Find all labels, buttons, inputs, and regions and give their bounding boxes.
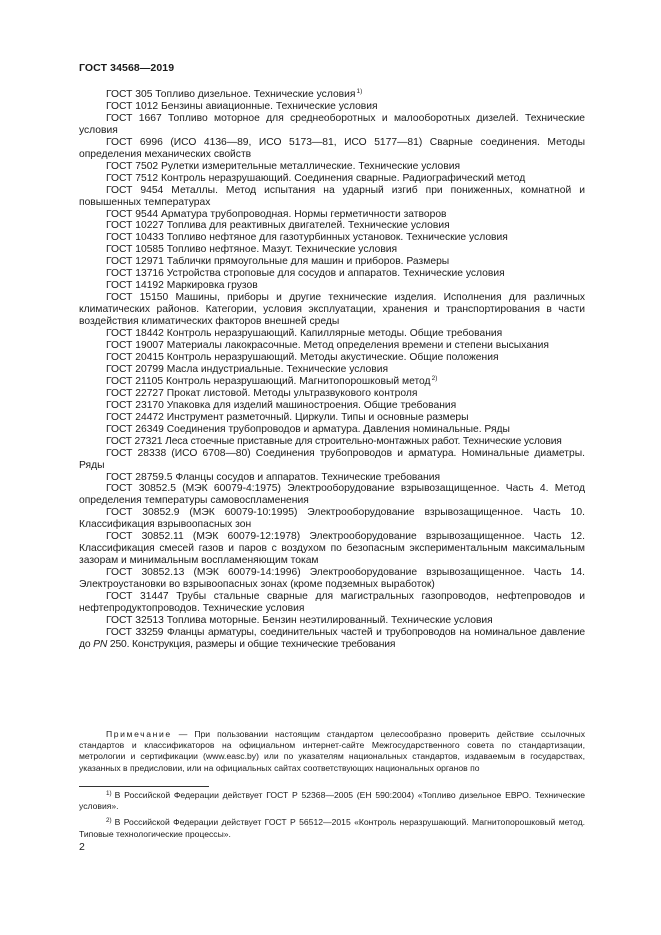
reference-italic-text: PN (93, 638, 108, 650)
reference-item (79, 256, 585, 268)
reference-text: ГОСТ 31447 Трубы стальные сварные для магистральных газопроводов, нефтепроводов и нефтепродуктопроводов. Технические условия (79, 591, 585, 614)
reference-text: ГОСТ 21105 Контроль неразрушающий. Магнитопорошковый метод (106, 375, 431, 387)
reference-item (79, 328, 585, 340)
reference-item (79, 113, 585, 137)
reference-item (79, 472, 585, 484)
reference-item (79, 352, 585, 364)
reference-item (79, 364, 585, 376)
reference-item (79, 567, 585, 591)
reference-item (79, 424, 585, 436)
reference-text: ГОСТ 7512 Контроль неразрушающий. Соединения сварные. Радиографический метод (106, 172, 526, 184)
reference-text: ГОСТ 13716 Устройства строповые для сосудов и аппаратов. Технические условия (106, 268, 505, 280)
reference-item (79, 507, 585, 531)
reference-text: ГОСТ 28338 (ИСО 6708—80) Соединения трубопроводов и арматура. Номинальные диаметры. Ряды (79, 447, 585, 471)
note-label: Примечание (106, 729, 172, 739)
reference-text: ГОСТ 24472 Инструмент разметочный. Циркули. Типы и основные размеры (106, 411, 469, 423)
reference-text: ГОСТ 18442 Контроль неразрушающий. Капиллярные методы. Общие требования (106, 328, 503, 340)
footnote-reference-mark: 1) (356, 88, 363, 95)
reference-text: ГОСТ 23170 Упаковка для изделий машиностроения. Общие требования (106, 399, 457, 411)
footnote-separator (79, 786, 209, 787)
reference-item (79, 220, 585, 232)
reference-item (79, 615, 585, 627)
footnote-text: В Российской Федерации действует ГОСТ Р 56512—2015 «Контроль неразрушающий. Магнитопорошковый метод. Типовые технологические процессы». (79, 817, 585, 839)
page-header-title: ГОСТ 34568—2019 (79, 62, 175, 74)
footnote-text: В Российской Федерации действует ГОСТ Р 52368—2005 (ЕН 590:2004) «Топливо дизельное ЕВРО. Технические условия». (79, 790, 585, 812)
reference-item (79, 483, 585, 507)
reference-text: ГОСТ 28759.5 Фланцы сосудов и аппаратов. Технические требования (106, 471, 441, 483)
reference-text: ГОСТ 27321 Леса стоечные приставные для строительно-монтажных работ. Технические условия (106, 435, 562, 447)
reference-text: ГОСТ 1667 Топливо моторное для среднеоборотных и малооборотных дизелей. Технические условия (79, 112, 585, 136)
reference-item (79, 268, 585, 280)
reference-text: ГОСТ 9544 Арматура трубопроводная. Нормы герметичности затворов (106, 208, 447, 220)
reference-text: ГОСТ 6996 (ИСО 4136—89, ИСО 5173—81, ИСО 5177—81) Сварные соединения. Методы определения механических свойств (79, 136, 585, 160)
reference-item (79, 340, 585, 352)
reference-item (79, 376, 585, 388)
page-number: 2 (79, 841, 85, 853)
reference-item (79, 280, 585, 292)
reference-text: ГОСТ 9454 Металлы. Метод испытания на ударный изгиб при пониженных, комнатной и повышенных температурах (79, 184, 585, 208)
footnote-reference-mark: 2) (431, 374, 438, 382)
reference-text: 250. Конструкция, размеры и общие технические требования (107, 638, 396, 650)
reference-item (79, 89, 585, 101)
reference-item (79, 412, 585, 424)
reference-item (79, 137, 585, 161)
footnote-mark: 2) (106, 817, 112, 825)
reference-text: ГОСТ 305 Топливо дизельное. Технические условия (106, 89, 356, 100)
footnote-item (79, 790, 585, 812)
reference-item (79, 232, 585, 244)
reference-text: ГОСТ 22727 Прокат листовой. Методы ультразвукового контроля (106, 387, 418, 399)
reference-item (79, 388, 585, 400)
reference-text: ГОСТ 14192 Маркировка грузов (106, 280, 258, 292)
reference-item (79, 627, 585, 651)
normative-references-list (79, 89, 585, 651)
reference-text: ГОСТ 32513 Топлива моторные. Бензин неэтилированный. Технические условия (106, 614, 493, 626)
reference-item (79, 173, 585, 185)
reference-text: ГОСТ 20799 Масла индустриальные. Технические условия (106, 363, 389, 375)
reference-text: ГОСТ 10433 Топливо нефтяное для газотурбинных установок. Технические условия (106, 232, 508, 244)
reference-text: ГОСТ 30852.13 (МЭК 60079-14:1996) Электрооборудование взрывозащищенное. Часть 14. Электроустановки во взрывоопасных зонах (кроме подземных выработок) (79, 567, 585, 591)
reference-item (79, 185, 585, 209)
reference-text: ГОСТ 30852.11 (МЭК 60079-12:1978) Электрооборудование взрывозащищенное. Часть 12. Классификация смесей газов и паров с воздухом по безопасным экспериментальным максимальным зазорам и минимальным воспламеняющим токам (79, 531, 585, 567)
reference-item (79, 101, 585, 113)
reference-item (79, 244, 585, 256)
reference-item (79, 448, 585, 472)
reference-text: ГОСТ 1012 Бензины авиационные. Технические условия (106, 100, 378, 112)
reference-text: ГОСТ 33259 Фланцы арматуры, соединительных частей и трубопроводов на номинальное давление до (79, 626, 585, 650)
footnote-item (79, 817, 585, 839)
reference-text: ГОСТ 20415 Контроль неразрушающий. Методы акустические. Общие положения (106, 351, 499, 363)
reference-text: ГОСТ 30852.5 (МЭК 60079-4:1975) Электрооборудование взрывозащищенное. Часть 4. Метод определения температуры самовоспламенения (79, 483, 585, 507)
reference-item (79, 436, 585, 448)
reference-text: ГОСТ 19007 Материалы лакокрасочные. Метод определения времени и степени высыхания (106, 340, 549, 352)
reference-item (79, 591, 585, 615)
reference-item (79, 161, 585, 173)
footnote-mark: 1) (106, 790, 112, 797)
reference-item (79, 292, 585, 328)
reference-text: ГОСТ 30852.9 (МЭК 60079-10:1995) Электрооборудование взрывозащищенное. Часть 10. Классификация взрывоопасных зон (79, 507, 585, 531)
reference-item (79, 400, 585, 412)
reference-text: ГОСТ 26349 Соединения трубопроводов и арматура. Давления номинальные. Ряды (106, 423, 510, 435)
reference-text: ГОСТ 10227 Топлива для реактивных двигателей. Технические условия (106, 220, 450, 232)
reference-item (79, 531, 585, 567)
footnotes (79, 790, 585, 845)
reference-text: ГОСТ 15150 Машины, приборы и другие технические изделия. Исполнения для различных климатических районов. Категории, условия эксплуатации, хранения и транспортирования в части воздействия климатических факторов внешней среды (79, 292, 585, 328)
reference-item (79, 209, 585, 221)
reference-text: ГОСТ 7502 Рулетки измерительные металлические. Технические условия (106, 160, 461, 172)
reference-text: ГОСТ 10585 Топливо нефтяное. Мазут. Технические условия (106, 244, 398, 256)
note-paragraph (79, 729, 585, 774)
note-text: — При пользовании настоящим стандартом целесообразно проверить действие ссылочных стандартов и классификаторов на официальном интернет-сайте Межгосударственного совета по стандартизации, метрологии и сертификации (www.easc.by) или по указателям национальных стандартов, издаваемым в государствах, указанных в предисловии, или на официальных сайтах соответствующих национальных органов по (79, 729, 585, 773)
reference-text: ГОСТ 12971 Таблички прямоугольные для машин и приборов. Размеры (106, 256, 450, 268)
